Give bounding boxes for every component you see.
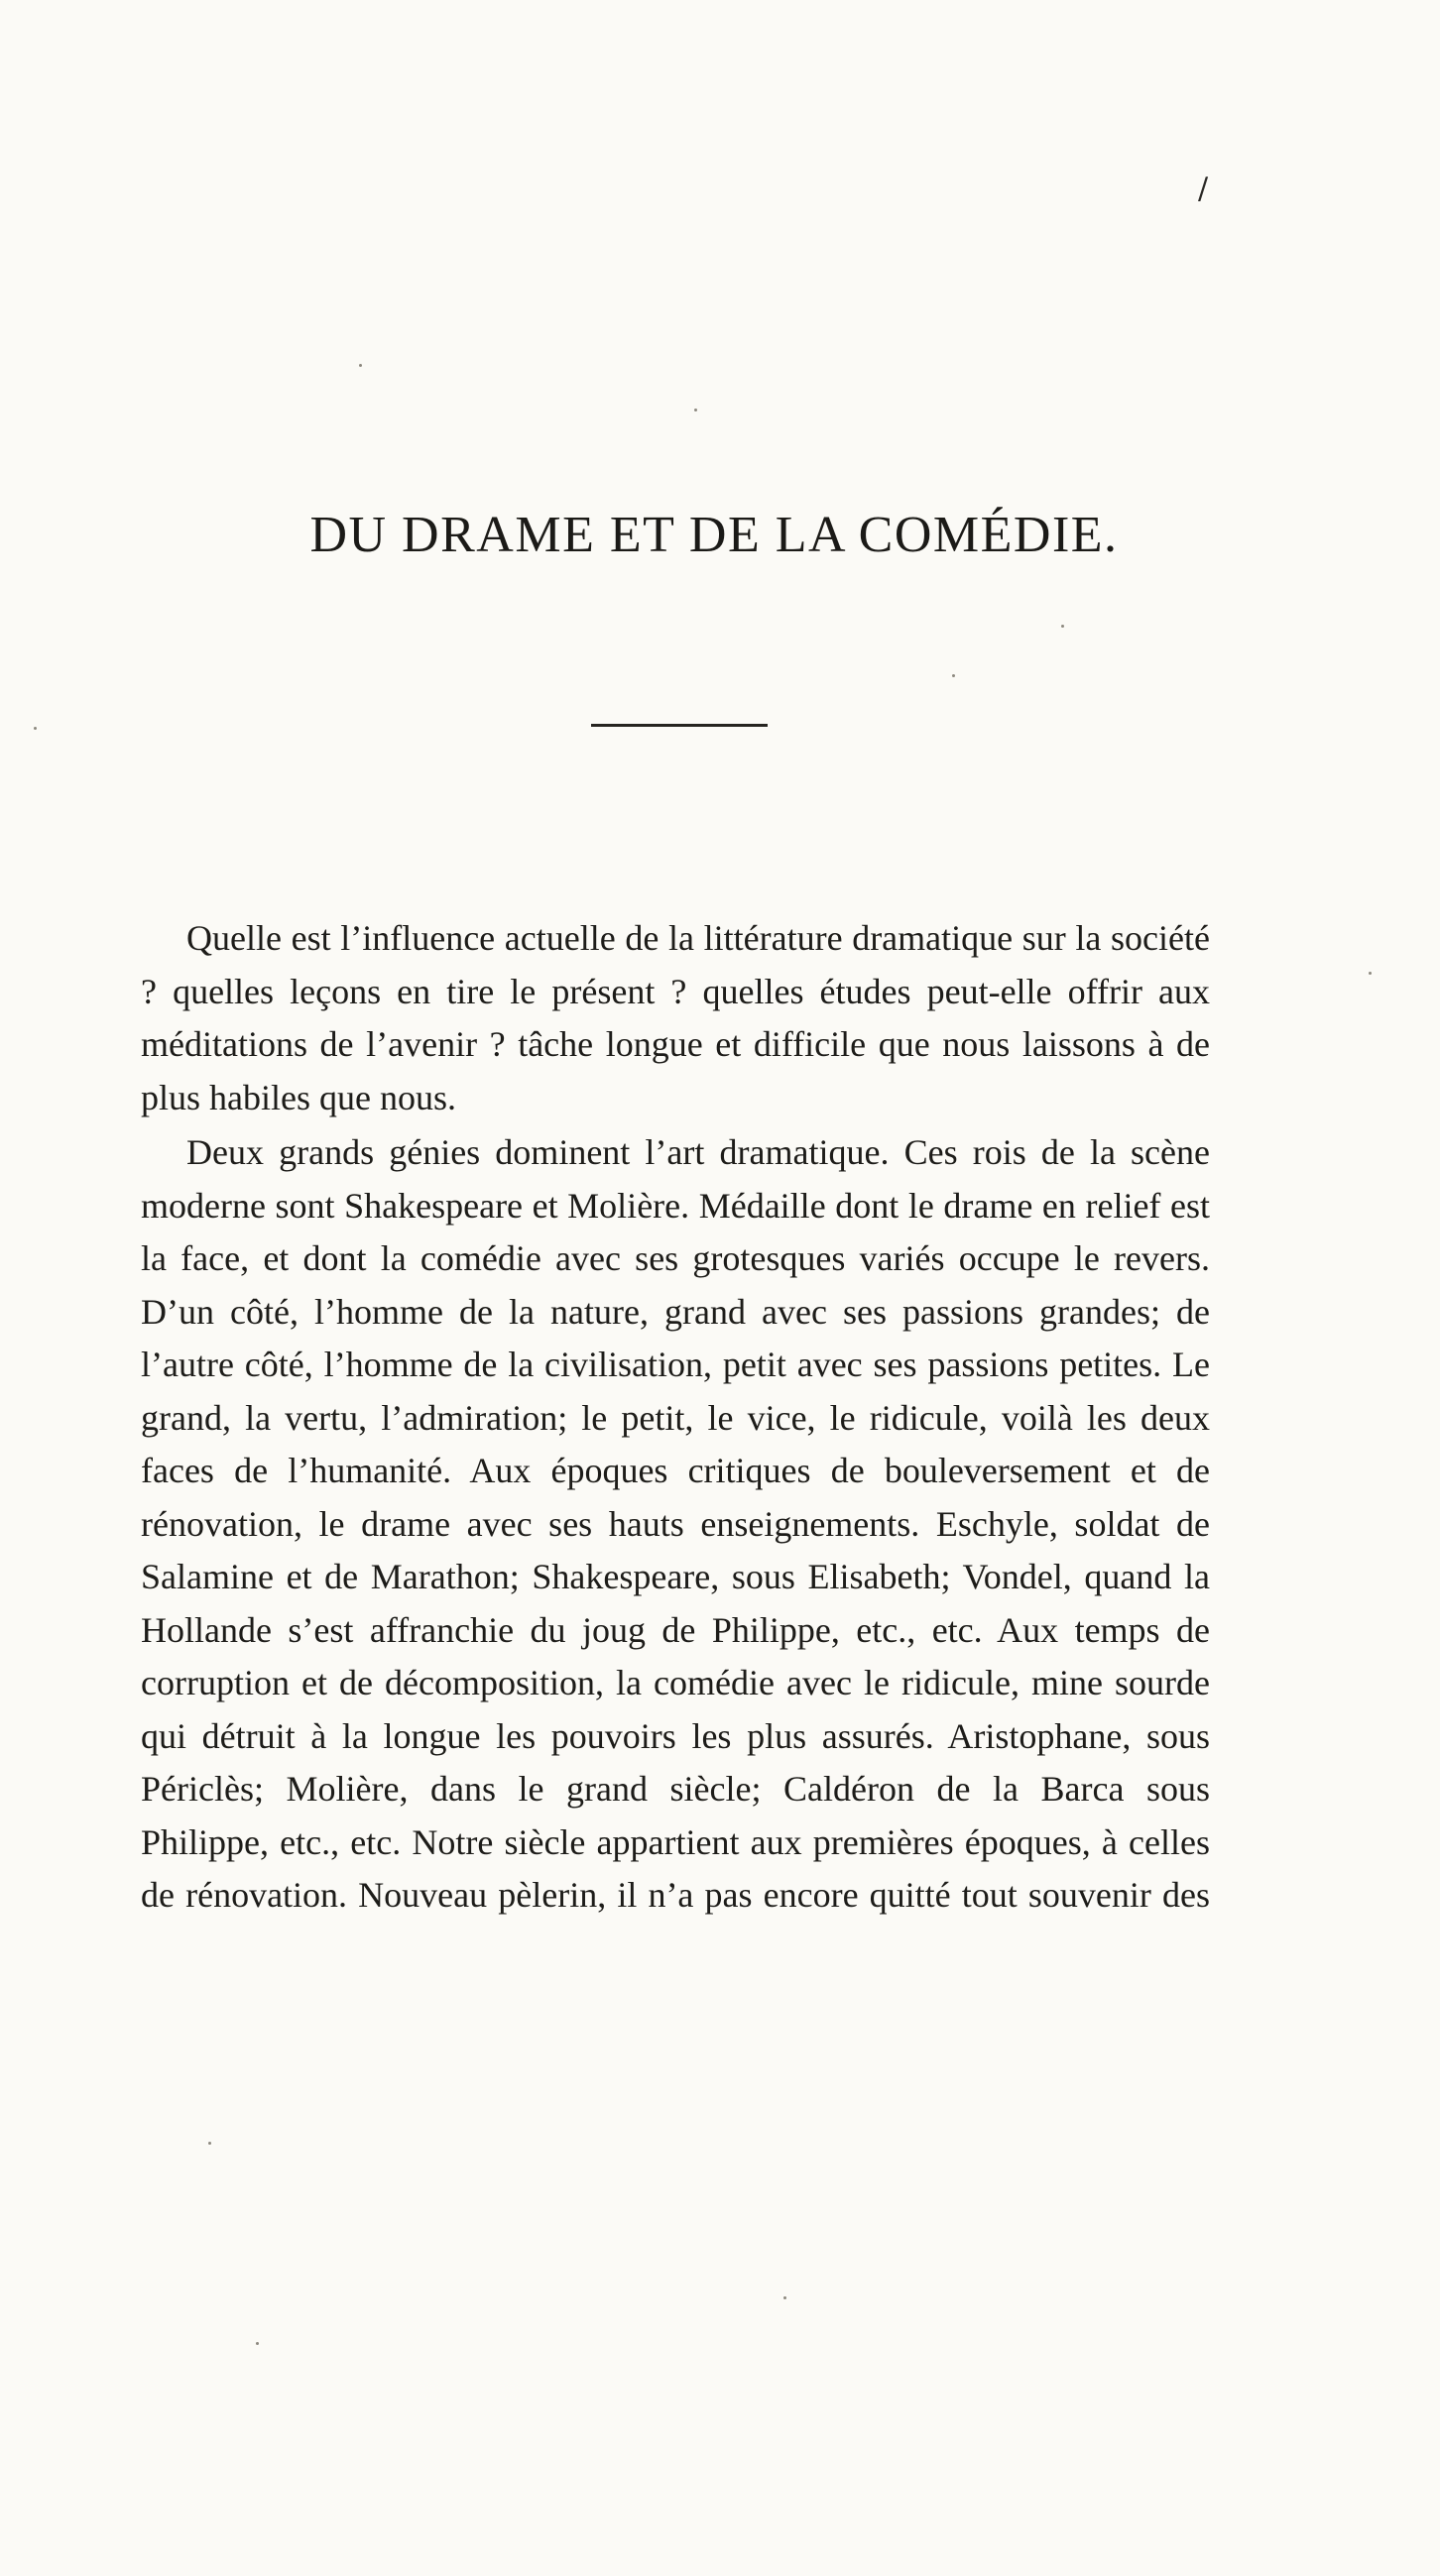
paper-speck (359, 364, 362, 367)
corner-mark: / (1198, 172, 1209, 206)
title-divider-rule (591, 724, 768, 727)
paragraph-1: Quelle est l’influence actuelle de la littérature dramatique sur la société ? quelles leçons en tire le présent ? quelles études peut-elle offrir aux méditations de l’avenir ? tâche longue et difficile que nous laissons à de plus habiles que nous. (141, 918, 1210, 1117)
paper-speck (1061, 625, 1064, 628)
paragraph-2: Deux grands génies dominent l’art dramatique. Ces rois de la scène moderne sont Shakespeare et Molière. Médaille dont le drame en relief est la face, et dont la comédie avec ses grotesques variés occupe le revers. D’un côté, l’homme de la nature, grand avec ses passions grandes; de l’autre côté, l’homme de la civilisation, petit avec ses passions petites. Le grand, la vertu, l’admiration; le petit, le vice, le ridicule, voilà les deux faces de l’humanité. Aux époques critiques de bouleversement et de rénovation, le drame avec ses hauts enseignements. Eschyle, soldat de Salamine et de Marathon; Shakespeare, sous Elisabeth; Vondel, quand la Hollande s’est affranchie du joug de Philippe, etc., etc. Aux temps de corruption et de décomposition, la comédie avec le ridicule, mine sourde qui détruit à la longue les pouvoirs les plus assurés. Aristophane, sous Périclès; Molière, dans le grand siècle; Caldéron de la Barca sous Philippe, etc., etc. Notre siècle appartient aux premières époques, à celles de rénovation. Nouveau pèlerin, il n’a pas encore quitté tout souvenir des (141, 1132, 1210, 1915)
paper-speck (208, 2142, 211, 2145)
paper-speck (1369, 972, 1372, 975)
paper-speck (694, 409, 697, 411)
paper-speck (783, 2296, 786, 2299)
paper-speck (34, 727, 37, 730)
chapter-title: DU DRAME ET DE LA COMÉDIE. (309, 507, 1119, 563)
body-text (141, 912, 1210, 1925)
paper-speck (256, 2342, 259, 2345)
paper-speck (952, 674, 955, 677)
